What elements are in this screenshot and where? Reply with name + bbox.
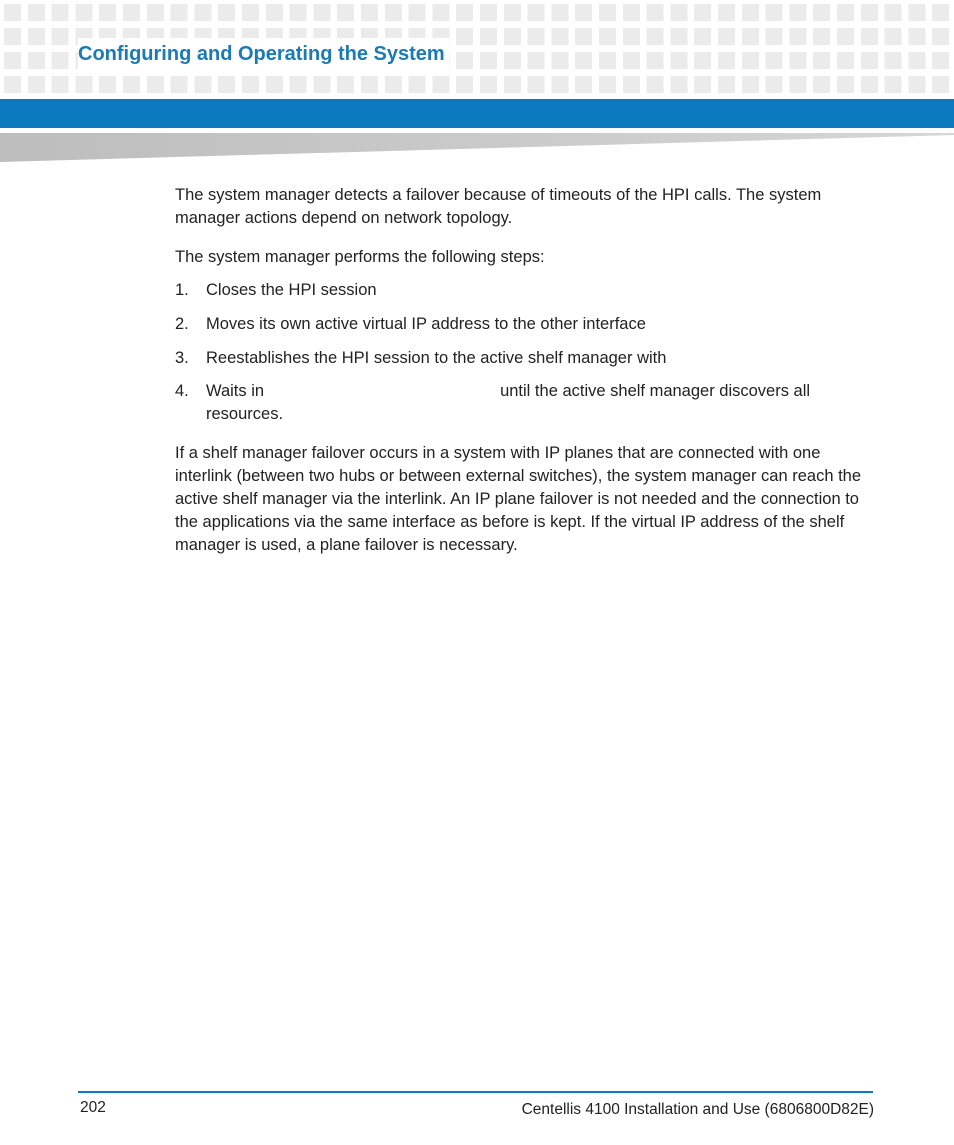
intro-paragraph: The system manager detects a failover because of timeouts of the HPI calls. The system manager actions depend on network topology. <box>175 186 822 227</box>
page-number: 202 <box>80 1099 106 1116</box>
section-title: Configuring and Operating the System <box>78 38 449 70</box>
list-item-text: Moves its own active virtual IP address to the other interface <box>206 315 646 333</box>
steps-intro: The system manager performs the following steps: <box>175 248 545 266</box>
list-item-text-after: until the active shelf manager discovers all resources. <box>206 382 811 423</box>
list-item-text: Closes the HPI session <box>206 281 377 299</box>
header-blue-band <box>0 99 954 128</box>
list-item-number: 4. <box>175 382 189 400</box>
list-item-number: 1. <box>175 281 189 299</box>
list-item-text <box>206 380 866 426</box>
list-item-number: 3. <box>175 349 189 367</box>
closing-paragraph: If a shelf manager failover occurs in a system with IP planes that are connected with one interlink (between two hubs or between external switches), the system manager can reach the active shelf manager via the interlink. An IP plane failover is not needed and the connection to the applications via the same interface as before is kept. If the virtual IP address of the shelf manager is used, a plane failover is necessary. <box>175 444 862 554</box>
document-title: Centellis 4100 Installation and Use (6806800D82E) <box>521 1101 874 1118</box>
footer-divider <box>78 1091 873 1093</box>
list-item-text: Reestablishes the HPI session to the active shelf manager with <box>206 349 667 367</box>
list-item-number: 2. <box>175 315 189 333</box>
list-item-text-before: Waits in <box>206 382 265 400</box>
header-grey-wedge <box>0 133 954 163</box>
